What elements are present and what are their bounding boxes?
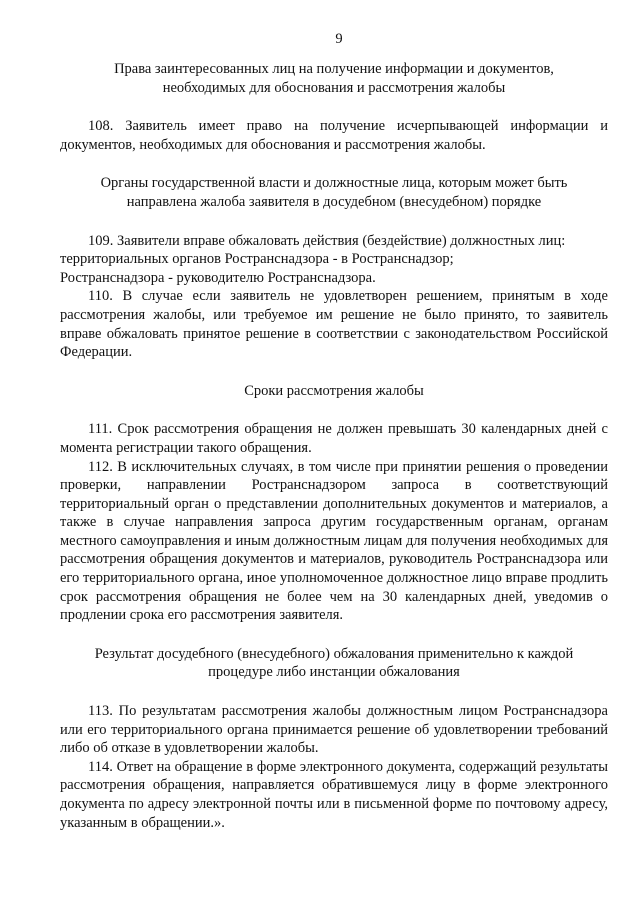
paragraph-111: 111. Срок рассмотрения обращения не должен превышать 30 календарных дней с момента регистрации такого обращения. xyxy=(60,421,608,456)
paragraph-114: 114. Ответ на обращение в форме электронного документа, содержащий результаты рассмотрения обращения, направляется обратившемуся лицу в форме электронного документа по адресу электронной почты или в письменной форме по почтовому адресу, указанным в обращении.». xyxy=(60,758,608,831)
heading-result xyxy=(60,645,608,682)
paragraph-109-line-1: 109. Заявители вправе обжаловать действия (бездействие) должностных лиц: xyxy=(88,232,566,249)
heading-authorities-line-1: Органы государственной власти и должностные лица, которым может быть xyxy=(100,175,568,192)
paragraph-112: 112. В исключительных случаях, в том числе при принятии решения о проведении проверки, направлении Ространснадзором запроса в соответствующий территориальный орган о представлении дополнительных документов и материалов, а также в случае направления запроса другим государственным органам, органам местного самоуправления и иным должностным лицам для получения необходимых для рассмотрения обращения документов и материалов, руководитель Ространснадзора или его территориального органа, иное уполномоченное должностное лицо вправе продлить срок рассмотрения обращения не более чем на 30 календарных дней, уведомив о продлении срока его рассмотрения заявителя. xyxy=(60,458,608,624)
paragraph-109-line-2: территориальных органов Ространснадзора - в Ространснадзор; xyxy=(60,251,454,268)
heading-result-line-1: Результат досудебного (внесудебного) обжалования применительно к каждой xyxy=(94,645,574,662)
heading-result-line-2: процедуре либо инстанции обжалования xyxy=(208,664,460,681)
heading-terms: Сроки рассмотрения жалобы xyxy=(244,382,424,399)
page-number: 9 xyxy=(335,31,343,47)
paragraph-113: 113. По результатам рассмотрения жалобы должностным лицом Ространснадзора или его территориального органа принимается решение об удовлетворении требований либо об отказе в удовлетворении жалобы. xyxy=(60,703,608,757)
heading-rights-line-1: Права заинтересованных лиц на получение информации и документов, xyxy=(114,61,554,77)
heading-authorities-line-2: направлена жалоба заявителя в досудебном (внесудебном) порядке xyxy=(126,193,542,210)
paragraph-109-line-3: Ространснадзора - руководителю Ространснадзора. xyxy=(60,269,376,286)
paragraph-110: 110. В случае если заявитель не удовлетворен решением, принятым в ходе рассмотрения жалобы, или требуемое им решение не было принято, то заявитель вправе обжаловать принятое решение в соответствии с законодательством Российской Федерации. xyxy=(60,288,608,361)
heading-authorities xyxy=(60,174,608,211)
heading-rights-line-2: необходимых для обоснования и рассмотрения жалобы xyxy=(162,79,506,96)
paragraph-108: 108. Заявитель имеет право на получение исчерпывающей информации и документов, необходимых для обоснования и рассмотрения жалобы. xyxy=(60,118,608,153)
heading-rights xyxy=(60,60,608,97)
